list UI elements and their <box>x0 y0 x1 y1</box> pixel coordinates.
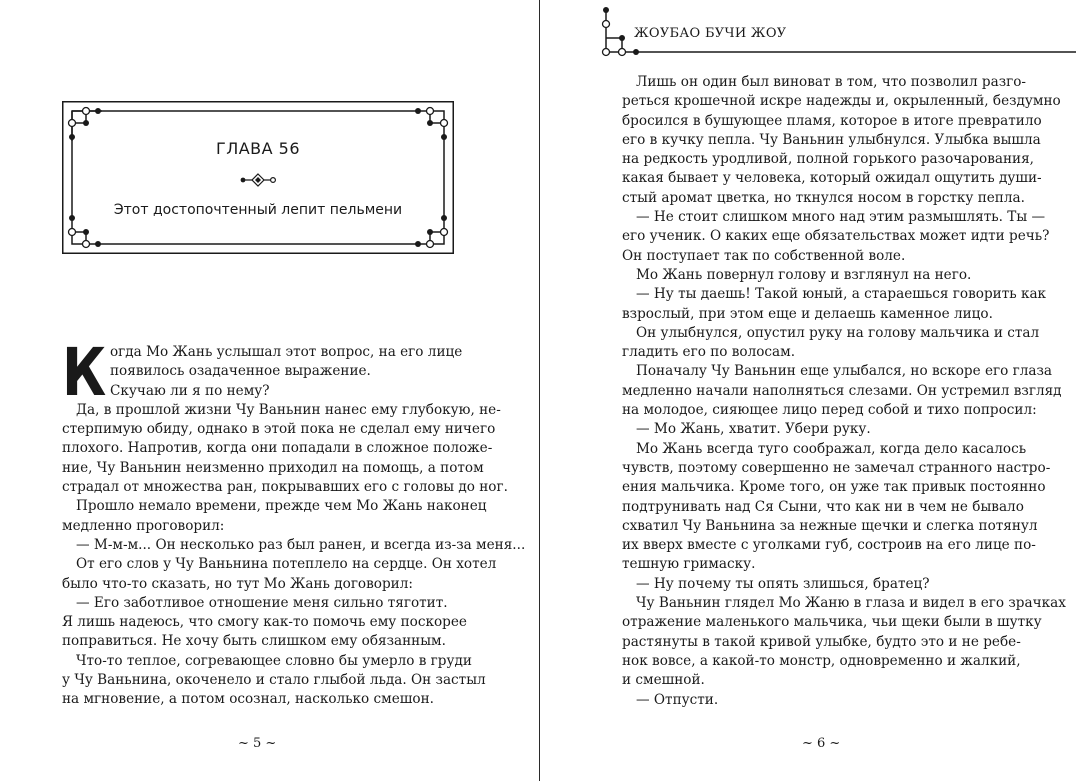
text-line: бросился в бушующее пламя, которое в итоге превратило <box>622 112 1042 129</box>
text-line: Да, в прошлой жизни Чу Ваньнин нанес ему глубокую, не- <box>76 401 501 418</box>
text-line: подтрунивать над Ся Сыни, что как ни в чем не бывало <box>622 498 1024 515</box>
left-body-text <box>62 334 526 710</box>
text-line: Я лишь надеюсь, что смогу как-то помочь ему поскорее <box>62 614 467 631</box>
running-header-title: ЖОУБАО БУЧИ ЖОУ <box>634 26 787 41</box>
running-header <box>596 0 1078 60</box>
text-line: ние, Чу Ваньнин неизменно приходил на помощь, а потом <box>62 459 484 476</box>
text-line: его в кучку пепла. Чу Ваньнин улыбнулся. Улыбка вышла <box>622 131 1041 148</box>
text-line: медленно начали наполняться слезами. Он устремил взгляд <box>622 382 1062 399</box>
text-line: — М-м-м... Он несколько раз был ранен, и всегда из-за меня... <box>76 536 526 553</box>
text-line: гладить его по волосам. <box>622 344 796 361</box>
text-line: От его слов у Чу Ваньнина потеплело на сердце. Он хотел <box>76 556 497 573</box>
text-line: — Мо Жань, хватит. Убери руку. <box>636 421 871 438</box>
page-number: ~ 6 ~ <box>802 736 841 751</box>
text-line: у Чу Ваньнина, окоченело и стало глыбой льда. Он застыл <box>62 672 486 689</box>
text-line: Мо Жань повернул голову и взглянул на него. <box>636 266 972 283</box>
text-line: поправиться. Не хочу быть слишком ему обязанным. <box>62 633 446 650</box>
text-line: — Его заботливое отношение меня сильно тяготит. <box>76 594 448 611</box>
text-line: медленно проговорил: <box>62 517 225 534</box>
text-line: Мо Жань всегда туго соображал, когда дело касалось <box>636 440 1027 457</box>
text-line: нок вовсе, а какой-то монстр, одновременно и жалкий, <box>622 652 1021 669</box>
text-line: стый аромат цветка, но ткнулся носом в горстку пепла. <box>622 189 1025 206</box>
text-line: — Ну ты даешь! Такой юный, а стараешься говорить как <box>636 286 1047 303</box>
text-line: было что-то сказать, но тут Мо Жань договорил: <box>62 575 413 592</box>
text-line: огда Мо Жань услышал этот вопрос, на его лице <box>110 344 463 360</box>
text-line: — Не стоит слишком много над этим размышлять. Ты — <box>636 209 1046 226</box>
right-body-text <box>622 73 1066 710</box>
text-line: взрослый, при этом еще и делаешь каменное лицо. <box>622 305 993 322</box>
text-line: и смешной. <box>622 672 705 689</box>
text-line: стерпимую обиду, однако в этой пока не сделал ему ничего <box>62 421 496 438</box>
text-line: какая бывает у человека, который ожидал ощутить души- <box>622 170 1042 187</box>
text-line: плохого. Напротив, когда они попадали в сложное положе- <box>62 440 493 457</box>
text-line: Скучаю ли я по нему? <box>110 382 270 399</box>
text-line: чувств, поэтому совершенно не замечал странного настро- <box>622 459 1051 476</box>
right-page <box>540 0 1078 781</box>
text-line: страдал от множества ран, покрывавших его с головы до ног. <box>62 479 508 496</box>
text-line: Чу Ваньнин глядел Мо Жаню в глаза и видел в его зрачках <box>636 595 1066 612</box>
text-line: Он поступает так по собственной воле. <box>622 247 906 264</box>
text-line: схватил Чу Ваньнина за нежные щечки и слегка потянул <box>622 517 1038 534</box>
diamond-ornament-icon <box>240 173 276 187</box>
text-line: их вверх вместе с уголками губ, состроив на его лице по- <box>622 537 1036 554</box>
text-line: — Отпусти. <box>636 691 719 708</box>
text-line: на мгновение, а потом осознал, насколько смешон. <box>62 691 434 708</box>
chapter-heading-box <box>62 101 454 254</box>
text-line: растянуты в такой кривой улыбке, будто это и не ребе- <box>622 633 1021 650</box>
chapter-label: ГЛАВА 56 <box>215 139 301 158</box>
text-line: Прошло немало времени, прежде чем Мо Жань наконец <box>76 498 487 515</box>
text-line: Лишь он один был виноват в том, что позволил разго- <box>636 74 1027 90</box>
text-line: ения мальчика. Кроме того, он уже так привык постоянно <box>622 479 1046 496</box>
text-line: Поначалу Чу Ваньнин еще улыбался, но вскоре его глаза <box>636 363 1053 380</box>
text-line: реться крошечной искре надежды и, окрыленный, бездумно <box>622 93 1061 110</box>
chapter-subtitle: Этот достопочтенный лепит пельмени <box>113 202 403 218</box>
text-line: отражение маленького мальчика, чьи щеки были в шутку <box>622 614 1042 631</box>
text-line: тешную гримаску. <box>622 556 756 573</box>
page-number: ~ 5 ~ <box>238 736 277 751</box>
drop-cap: К <box>62 334 107 411</box>
text-line: на редкость уродливой, полной горького разочарования, <box>622 151 1035 168</box>
text-line: Что-то теплое, согревающее словно бы умерло в груди <box>76 652 472 669</box>
text-line: — Ну почему ты опять злишься, братец? <box>636 575 930 592</box>
text-line: появилось озадаченное выражение. <box>110 363 371 380</box>
text-line: его ученик. О каких еще обязательствах может идти речь? <box>622 228 1050 245</box>
text-line: на молодое, сияющее лицо перед собой и тихо попросил: <box>622 402 1037 419</box>
text-line: Он улыбнулся, опустил руку на голову мальчика и стал <box>636 324 1040 341</box>
